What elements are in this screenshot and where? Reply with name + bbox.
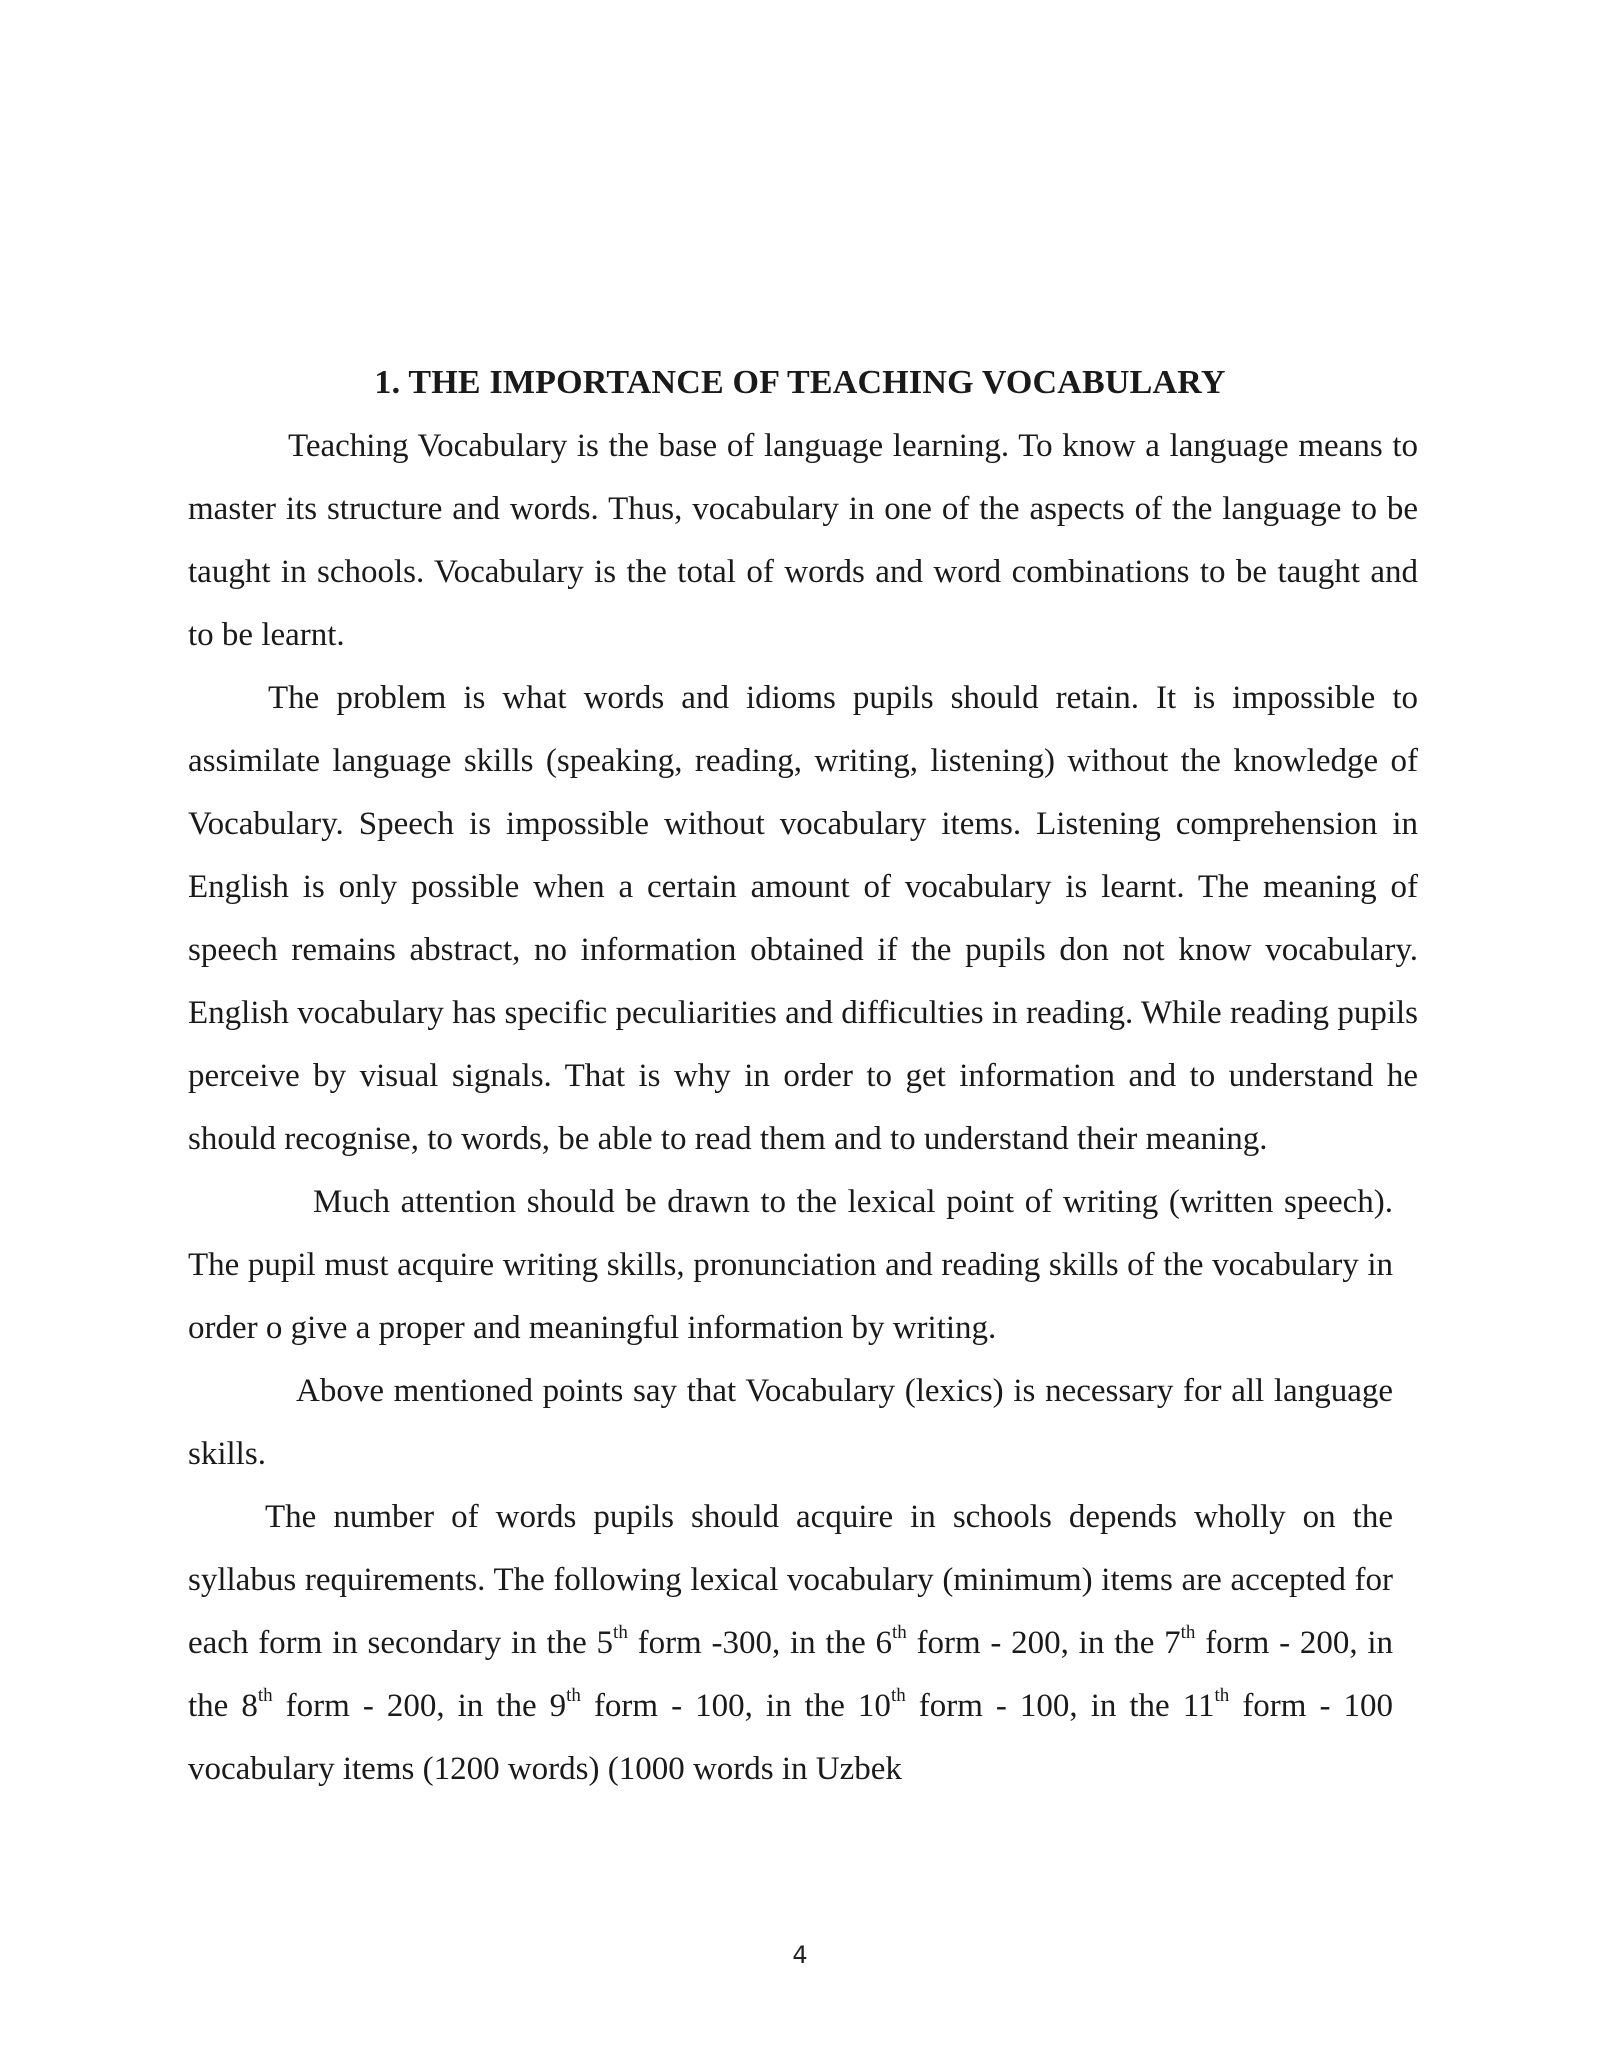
paragraph-5 xyxy=(188,1486,1393,1801)
page-number: 4 xyxy=(792,1941,808,1969)
paragraph-5-text: form - 200, in the 8 xyxy=(188,1625,1394,1724)
paragraph-5-text: form - 200, in the 7 xyxy=(906,1625,1181,1661)
ordinal-suffix: th xyxy=(613,1622,628,1643)
paragraph-5-text: The number of words pupils should acquire in schools depends wholly on the syllabus requirements. The following lexical vocabulary (minimum) items are accepted for each form in secondary in the 5 xyxy=(188,1499,1393,1661)
paragraph-1: Teaching Vocabulary is the base of language learning. To know a language means to master its structure and words. Thus, vocabulary in one of the aspects of the language to be taught in schools. Vocabulary is the total of words and word combinations to be taught and to be learnt. xyxy=(188,428,1418,653)
ordinal-suffix: th xyxy=(891,1622,907,1643)
paragraph-5-text: form - 100 vocabulary items (1200 words) (1000 words in Uzbek xyxy=(188,1688,1394,1787)
ordinal-suffix: th xyxy=(890,1685,906,1706)
ordinal-suffix: th xyxy=(257,1685,273,1706)
section-heading: 1. THE IMPORTANCE OF TEACHING VOCABULARY xyxy=(374,364,1226,401)
paragraph-5-text: form - 100, in the 10 xyxy=(580,1688,891,1724)
paragraph-2: The problem is what words and idioms pupils should retain. It is impossible to assimilate language skills (speaking, reading, writing, listening) without the knowledge of Vocabulary. Speech is impossible without vocabulary items. Listening comprehension in English is only possible when a certain amount of vocabulary is learnt. The meaning of speech remains abstract, no information obtained if the pupils don not know vocabulary. English vocabulary has specific peculiarities and difficulties in reading. While reading pupils perceive by visual signals. That is why in order to get information and to understand he should recognise, to words, be able to read them and to understand their meaning. xyxy=(188,680,1418,1157)
paragraph-5-text: form -300, in the 6 xyxy=(627,1625,892,1661)
paragraph-5-text: form - 200, in the 9 xyxy=(272,1688,567,1724)
body-text xyxy=(188,415,1418,1801)
ordinal-suffix: th xyxy=(1214,1685,1230,1706)
ordinal-suffix: th xyxy=(1180,1622,1196,1643)
paragraph-3: Much attention should be drawn to the lexical point of writing (written speech). The pupil must acquire writing skills, pronunciation and reading skills of the vocabulary in order o give a proper and meaningful information by writing. xyxy=(188,1184,1393,1346)
paragraph-4: Above mentioned points say that Vocabulary (lexics) is necessary for all language skills. xyxy=(188,1373,1393,1472)
paragraph-5-text: form - 100, in the 11 xyxy=(905,1688,1215,1724)
ordinal-suffix: th xyxy=(566,1685,581,1706)
